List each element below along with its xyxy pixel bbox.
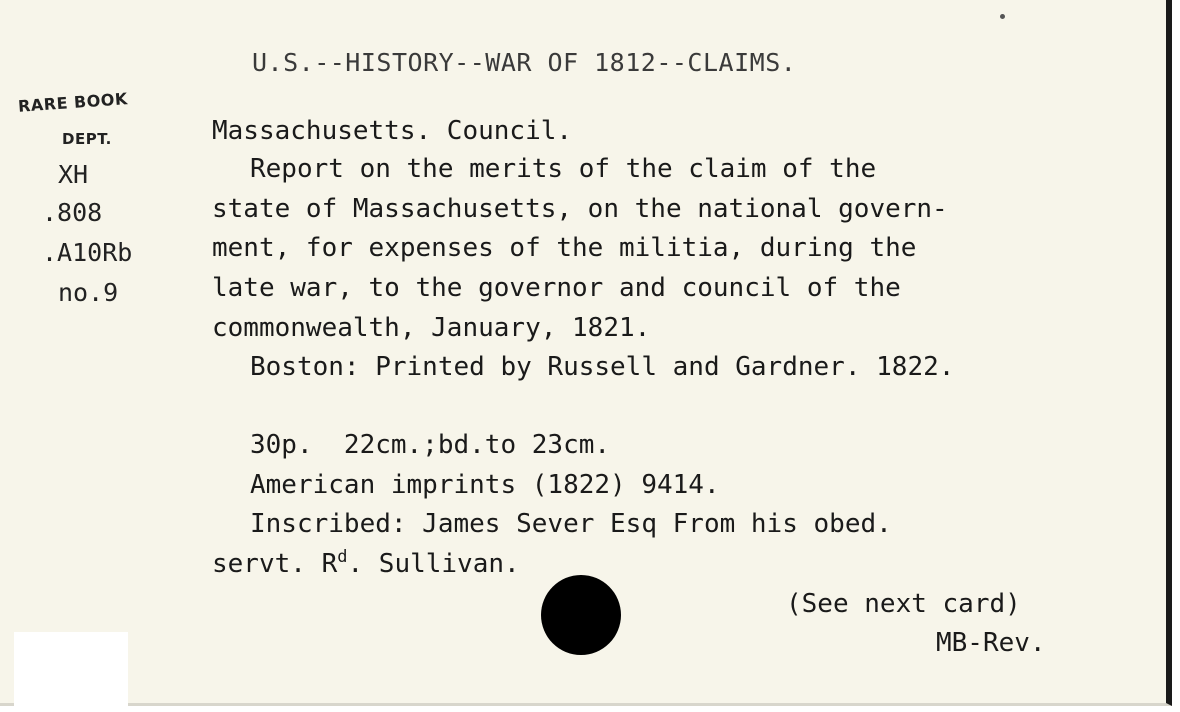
continuation-note: (See next card): [786, 589, 1021, 619]
subject-heading: U.S.--HISTORY--WAR OF 1812--CLAIMS.: [252, 48, 797, 77]
title-line: ment, for expenses of the militia, during the: [212, 233, 917, 263]
tape-patch: [14, 632, 128, 712]
punch-hole: [541, 575, 621, 655]
location-stamp-line2: DEPT.: [62, 130, 112, 148]
call-number-line: XH: [58, 160, 89, 189]
title-line: commonwealth, January, 1821.: [212, 313, 651, 343]
title-line: Report on the merits of the claim of the: [250, 154, 877, 184]
call-number-line: .808: [42, 198, 103, 227]
location-stamp-line1: RARE BOOK: [17, 89, 129, 116]
title-line: state of Massachusetts, on the national govern-: [212, 194, 948, 224]
dust-speck: [1000, 14, 1005, 19]
inscription-note: Inscribed: James Sever Esq From his obed.: [250, 509, 892, 539]
author-entry: Massachusetts. Council.: [212, 116, 573, 146]
collation: 30p. 22cm.;bd.to 23cm.: [250, 430, 611, 460]
imprint: Boston: Printed by Russell and Gardner. 1822.: [250, 352, 955, 382]
call-number-line: .A10Rb: [42, 238, 133, 267]
inscription-note-continued: servt. $R^d$. Sullivan.: [212, 547, 520, 579]
cataloger-code: MB-Rev.: [936, 628, 1046, 658]
bibliographic-reference: American imprints (1822) 9414.: [250, 470, 720, 500]
call-number-line: no.9: [58, 278, 119, 307]
title-line: late war, to the governor and council of the: [212, 273, 901, 303]
